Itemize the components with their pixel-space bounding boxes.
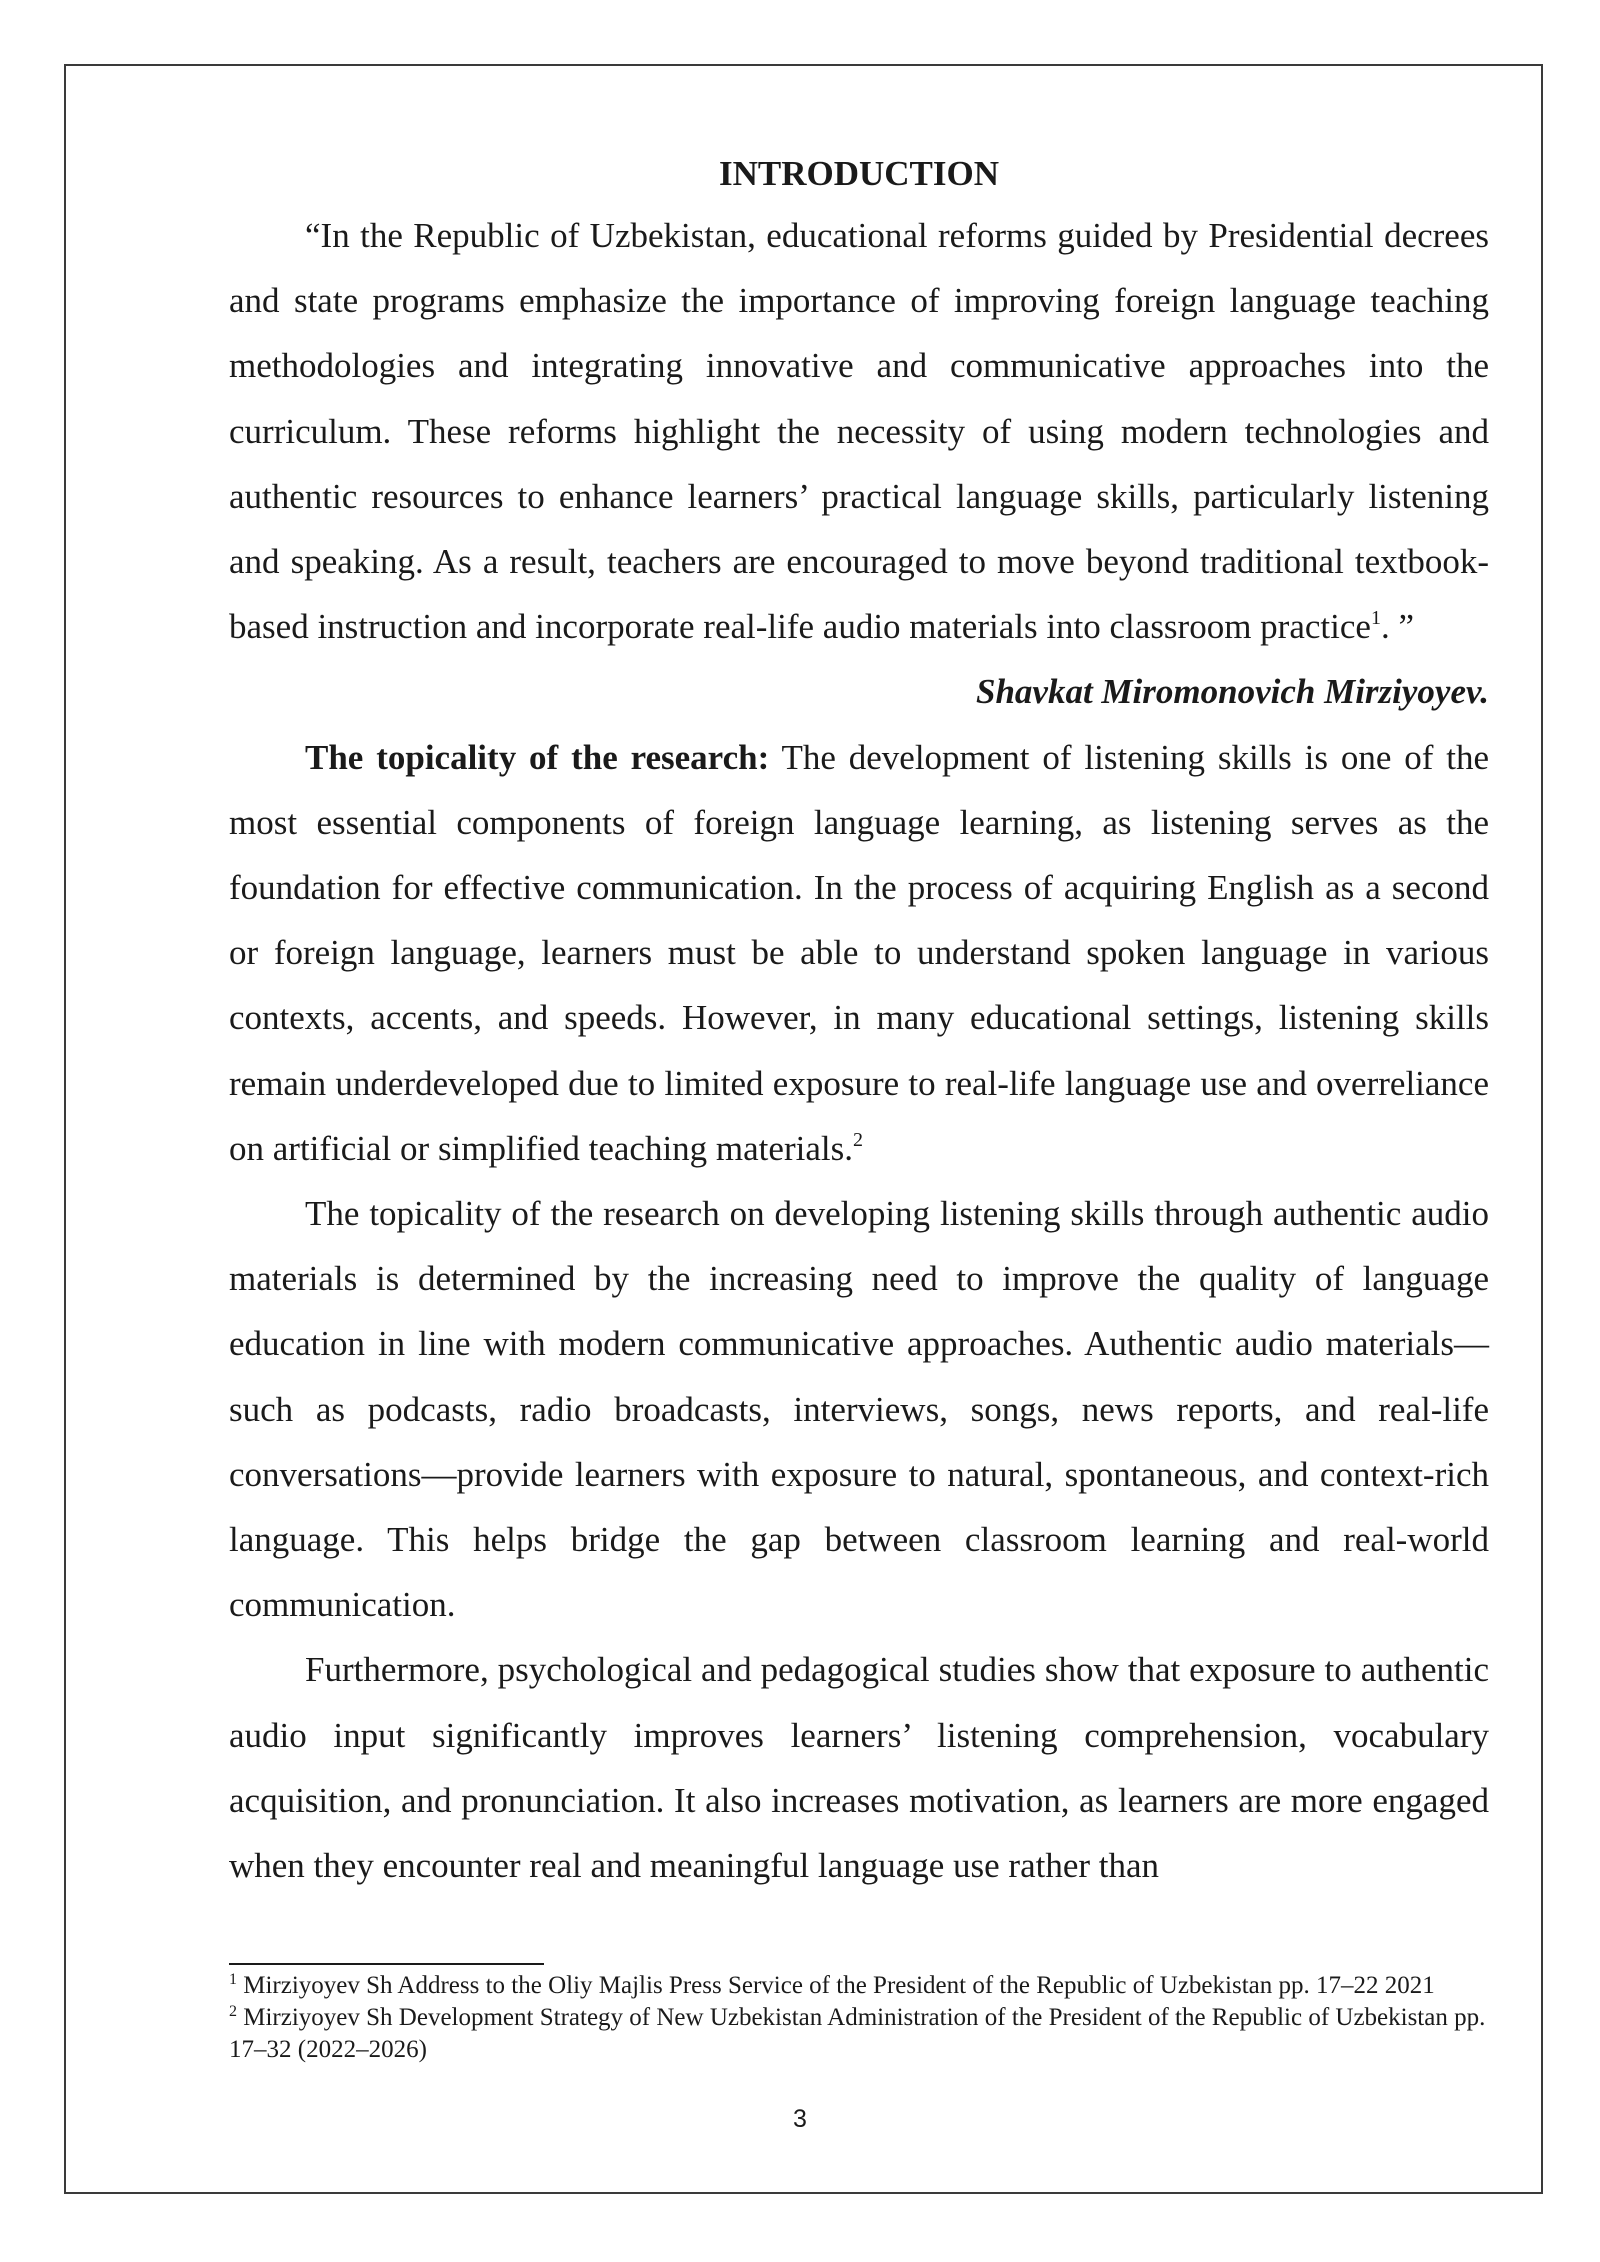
- footnote-text-1: Mirziyoyev Sh Address to the Oliy Majlis Press Service of the President of the Republic of Uzbekistan pp. 17–22 2021: [243, 1972, 1435, 1999]
- main-text: [229, 145, 1489, 1898]
- footnote-separator: [229, 1963, 544, 1965]
- body-paragraph-2: The topicality of the research on developing listening skills through authentic audio materials is determined by the increasing need to improve the quality of language education in line with modern communicative approaches. Authentic audio materials—such as podcasts, radio broadcasts, interviews, songs, news reports, and real-life conversations—provide learners with exposure to natural, spontaneous, and context-rich language. This helps bridge the gap between classroom learning and real-world communication.: [229, 1194, 1489, 1625]
- topicality-text: The development of listening skills is one of the most essential components of foreign language learning, as listening serves as the foundation for effective communication. In the process of acquiring English as a second or foreign language, learners must be able to understand spoken language in various contexts, accents, and speeds. However, in many educational settings, listening skills remain underdeveloped due to limited exposure to real-life language use and overreliance on artificial or simplified teaching materials.: [229, 737, 1489, 1168]
- topicality-paragraph: [229, 725, 1489, 1181]
- footnote-number-1: 1: [229, 1971, 237, 1988]
- body-paragraph-3: Furthermore, psychological and pedagogical studies show that exposure to authentic audio input significantly improves learners’ listening comprehension, vocabulary acquisition, and pronunciation. It also increases motivation, as learners are more engaged when they encounter real and meaningful language use rather than: [229, 1650, 1489, 1886]
- footnote-ref-1[interactable]: 1: [1370, 607, 1381, 630]
- epigraph-closing: . ”: [1380, 607, 1414, 647]
- epigraph-author: Shavkat Miromonovich Mirziyoyev.: [975, 672, 1489, 712]
- footnotes: [229, 1970, 1489, 2066]
- footnote-text-2: Mirziyoyev Sh Development Strategy of New Uzbekistan Administration of the President of the Republic of Uzbekistan pp. 17–32 (2022–2026): [229, 2004, 1486, 2063]
- footnote-ref-2[interactable]: 2: [852, 1128, 863, 1151]
- section-heading: INTRODUCTION: [718, 154, 1000, 193]
- topicality-lead: The topicality of the research:: [305, 737, 770, 777]
- footnote-2: [229, 2002, 1489, 2066]
- footnote-number-2: 2: [229, 2003, 237, 2020]
- page-number: 3: [793, 2105, 807, 2133]
- epigraph-quote: [229, 203, 1489, 659]
- epigraph-text: “In the Republic of Uzbekistan, educational reforms guided by Presidential decrees and state programs emphasize the importance of improving foreign language teaching methodologies and integrating innovative and communicative approaches into the curriculum. These reforms highlight the necessity of using modern technologies and authentic resources to enhance learners’ practical language skills, particularly listening and speaking. As a result, teachers are encouraged to move beyond traditional textbook-based instruction and incorporate real-life audio materials into classroom practice: [229, 216, 1489, 647]
- footnote-1: [229, 1970, 1489, 2002]
